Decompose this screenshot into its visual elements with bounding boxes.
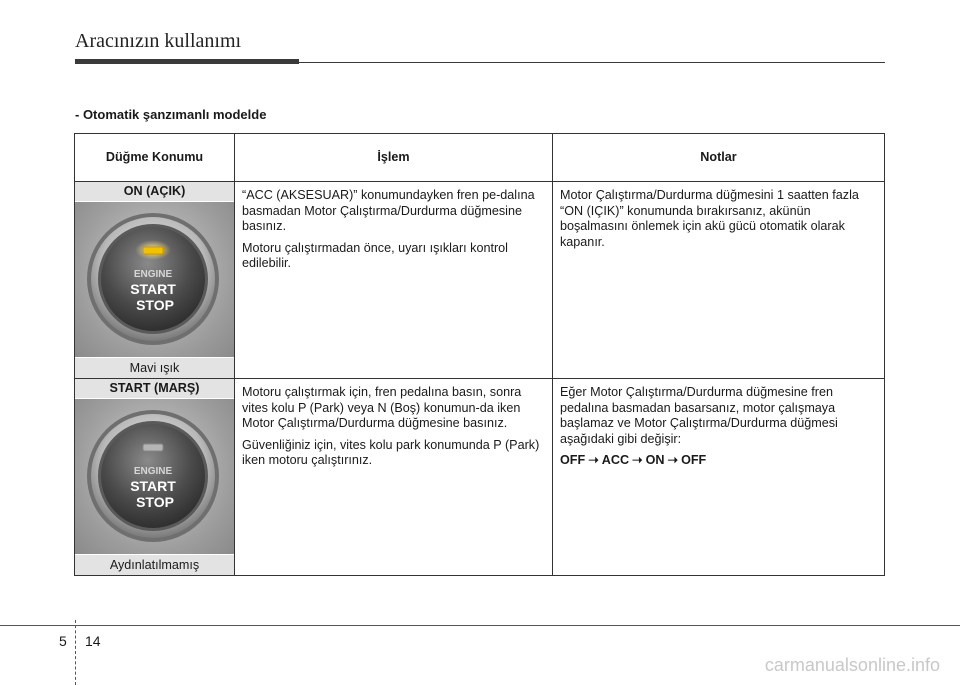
- column-header-position: Düğme Konumu: [75, 134, 235, 182]
- position-cell: [75, 182, 235, 379]
- notes-cell: [553, 182, 885, 379]
- footer-divider: [75, 620, 77, 685]
- position-caption: Mavi ışık: [75, 358, 234, 378]
- operation-cell: [235, 182, 553, 379]
- operation-cell: [235, 379, 553, 576]
- sequence-step: ACC: [601, 453, 630, 467]
- indicator-light-icon: [143, 247, 163, 254]
- header-rule-thin: [299, 62, 885, 63]
- operation-paragraph: Güvenliğiniz için, vites kolu park konumunda P (Park) iken motoru çalıştırınız.: [242, 437, 540, 467]
- position-label: ON (AÇIK): [75, 182, 234, 202]
- button-position-table: [74, 133, 885, 576]
- arrow-right-icon: ➝: [588, 453, 599, 467]
- button-start-text: START: [130, 478, 176, 494]
- position-sequence: [560, 453, 877, 469]
- button-stop-text: STOP: [136, 494, 174, 510]
- button-stop-text: STOP: [136, 297, 174, 313]
- section-subheading: - Otomatik şanzımanlı modelde: [75, 107, 267, 122]
- engine-start-button-unlit-image: [75, 399, 234, 555]
- header-rule-thick: [75, 59, 299, 64]
- button-engine-text: ENGINE: [133, 466, 173, 477]
- table-row: [75, 379, 885, 576]
- arrow-right-icon: ➝: [632, 453, 643, 467]
- page-header-title: Aracınızın kullanımı: [75, 30, 242, 52]
- notes-paragraph: Eğer Motor Çalıştırma/Durdurma düğmesine fren pedalına basmadan basarsanız, motor çalışmaya başlamaz ve Motor Çalıştırma/Durdurma düğmesi aşağıdaki gibi değişir:: [560, 385, 838, 446]
- position-cell: [75, 379, 235, 576]
- sequence-step: ON: [645, 453, 665, 467]
- button-engine-text: ENGINE: [133, 269, 173, 280]
- sequence-step: OFF: [560, 453, 586, 467]
- column-header-notes: Notlar: [553, 134, 885, 182]
- indicator-light-icon: [143, 444, 163, 451]
- footer-rule: [0, 625, 960, 626]
- operation-paragraph: Motoru çalıştırmadan önce, uyarı ışıkları kontrol edilebilir.: [242, 240, 508, 270]
- column-header-operation: İşlem: [235, 134, 553, 182]
- position-caption: Aydınlatılmamış: [75, 555, 234, 575]
- watermark: carmanualsonline.info: [764, 655, 940, 675]
- arrow-right-icon: ➝: [667, 453, 679, 467]
- operation-paragraph: “ACC (AKSESUAR)” konumundayken fren pe-dalına basmadan Motor Çalıştırma/Durdurma düğmesine basınız.: [242, 188, 535, 233]
- chapter-number: 5: [59, 633, 67, 649]
- engine-start-button-lit-image: [75, 202, 234, 358]
- position-label: START (MARŞ): [75, 379, 234, 399]
- table-header-row: [75, 134, 885, 182]
- notes-cell: [553, 379, 885, 576]
- page-number: 14: [85, 633, 101, 649]
- button-start-text: START: [130, 281, 176, 297]
- operation-paragraph: Motoru çalıştırmak için, fren pedalına basın, sonra vites kolu P (Park) veya N (Boş) konumun-da iken Motor Çalıştırma/Durdurma düğmesine basınız.: [242, 385, 522, 430]
- sequence-step: OFF: [681, 453, 707, 467]
- notes-paragraph: Motor Çalıştırma/Durdurma düğmesini 1 saatten fazla “ON (IÇIK)” konumunda bırakırsanız, akünün boşalmasını önlemek için akü gücü otomatik olarak kapanır.: [560, 188, 859, 249]
- table-row: [75, 182, 885, 379]
